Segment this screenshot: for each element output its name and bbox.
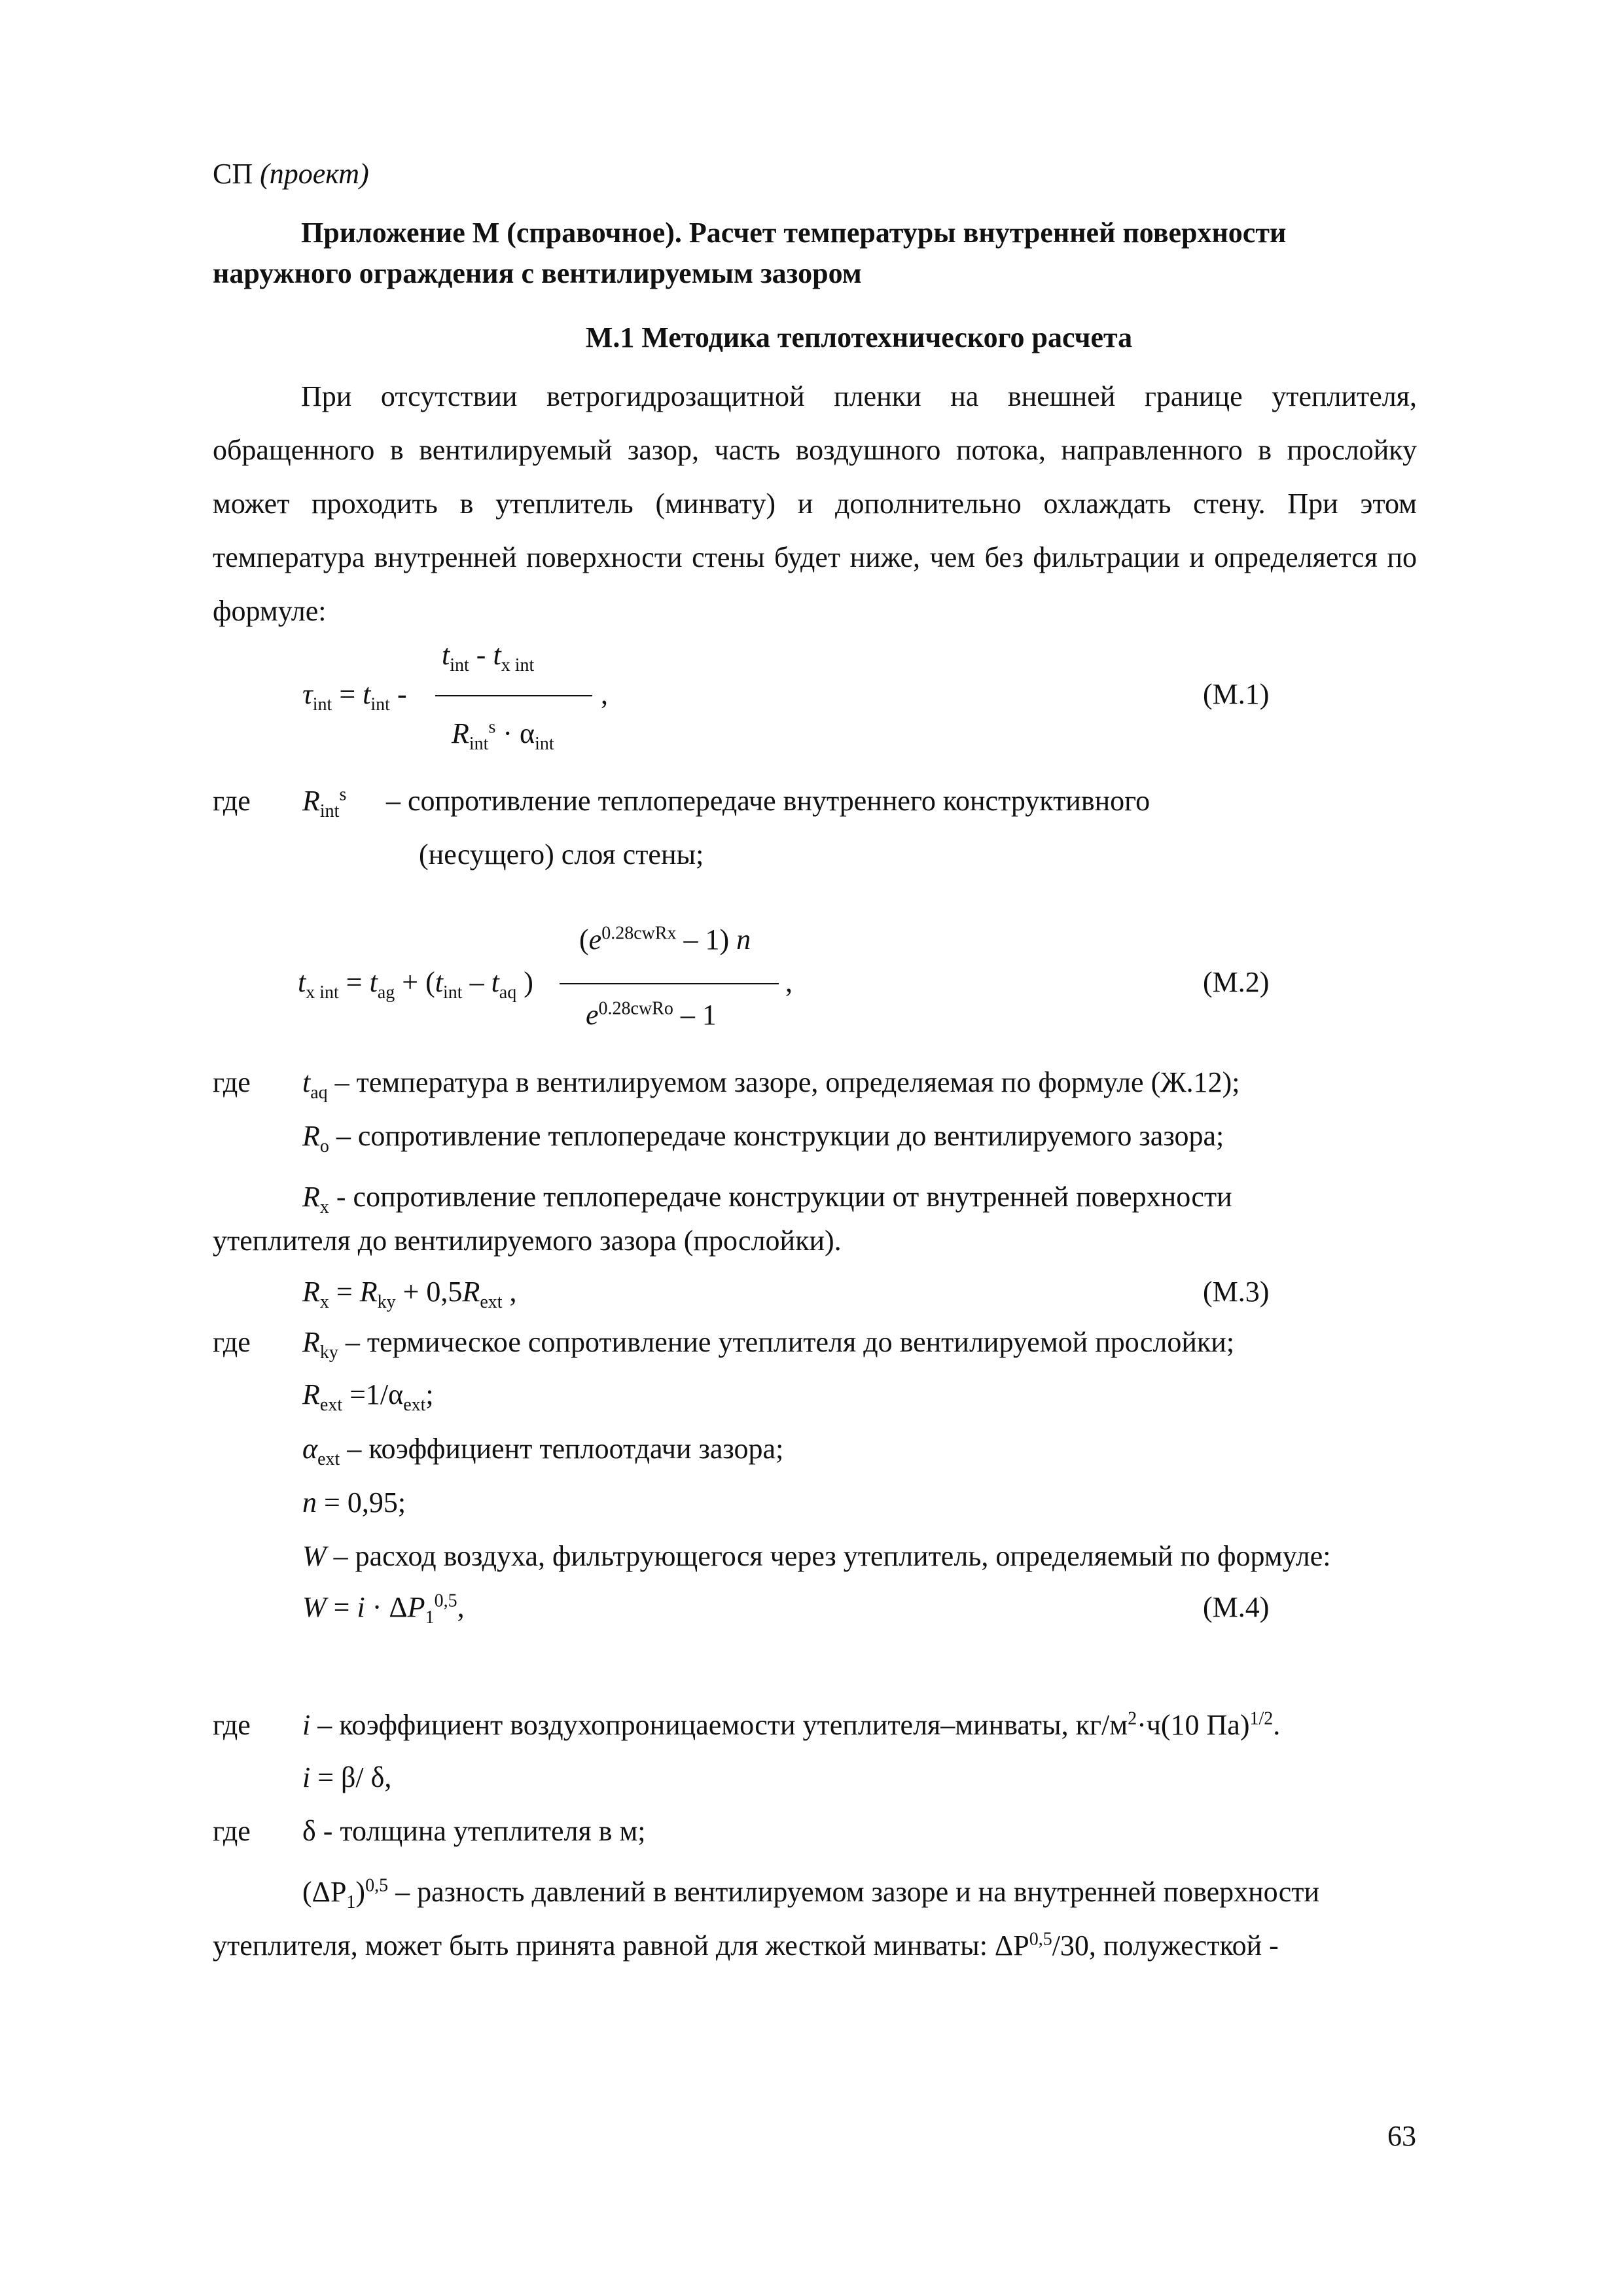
where2-taq: $t_{aq}$ – температура в вентилируемом зазоре, определяемая по формуле (Ж.12);	[302, 1066, 1240, 1103]
eq4-formula: $W = i \cdot \Delta P_1^{0,5}$,	[302, 1590, 465, 1628]
where1-text2: (несущего) слоя стены;	[419, 838, 704, 870]
where5-delta: δ - толщина утеплителя в м;	[302, 1815, 646, 1847]
where-label: где	[213, 1815, 251, 1847]
where1-text1: – сопротивление теплопередаче внутреннего конструктивного	[386, 785, 1150, 817]
document-code	[213, 157, 369, 190]
where3-w: W – расход воздуха, фильтрующегося через утеплитель, определяемый по формуле:	[302, 1540, 1331, 1572]
eq3-number: (М.3)	[1203, 1276, 1270, 1308]
where5-dp: $(\Delta P_1)^{0,5}$ – разность давлений в вентилируемом зазоре и на внутренней поверхности	[302, 1875, 1320, 1912]
eq1-denominator: $R_{int}^s \cdot \alpha_{int}$	[452, 717, 554, 754]
eq1-comma: ,	[601, 678, 608, 710]
where-label: где	[213, 1326, 251, 1358]
where5-dp-cont: утеплителя, может быть принята равной для жесткой минваты: ΔP$^{0,5}$/30, полужесткой -	[213, 1929, 1279, 1962]
eq1-lhs: $\tau_{int} = t_{int}$ -	[302, 678, 407, 715]
intro-paragraph	[213, 370, 1417, 638]
appendix-title	[213, 213, 1417, 294]
where3-n: n = 0,95;	[302, 1486, 406, 1518]
where2-ro: $R_o$ – сопротивление теплопередаче конструкции до вентилируемого зазора;	[302, 1120, 1224, 1157]
eq1-fraction-bar	[435, 695, 592, 696]
where3-rky: $R_{ky}$ – термическое сопротивление утеплителя до вентилируемой прослойки;	[302, 1326, 1235, 1363]
where1-symbol: $R_{int}^s$	[302, 784, 347, 821]
eq2-number: (М.2)	[1203, 966, 1270, 998]
where4-i: i – коэффициент воздухопроницаемости утеплителя–минваты, $кг/м^2\cdot ч(10$ Па)$^{1/2}$.	[302, 1708, 1281, 1741]
eq4-number: (М.4)	[1203, 1591, 1270, 1623]
eq2-lhs: $t_{x int} = t_{ag} + (t_{int} - t_{aq}$ )	[298, 966, 533, 1003]
where-label: где	[213, 785, 251, 817]
where2-rx-cont: утеплителя до вентилируемого зазора (прослойки).	[213, 1225, 842, 1257]
where-label: где	[213, 1709, 251, 1741]
code-note: (проект)	[260, 158, 369, 190]
appendix-title-line2: наружного ограждения с вентилируемым зазором	[213, 257, 862, 289]
eq1-number: (М.1)	[1203, 678, 1270, 710]
where3-rext: $R_{ext} =1/\alpha_{ext}$;	[302, 1378, 434, 1415]
eq2-fraction-bar	[560, 983, 779, 984]
where4-i-formula: i = β/ δ,	[302, 1761, 392, 1793]
intro-text: При отсутствии ветрогидрозащитной пленки на внешней границе утеплителя, обращенного в вентилируемый зазор, часть воздушного потока, направленного в прослойку может проходить в утеплитель (минвату) и дополнительно охлаждать стену. При этом температура внутренней поверхности стены будет ниже, чем без фильтрации и определяется по формуле:	[213, 380, 1417, 627]
page-number: 63	[1387, 2120, 1416, 2152]
eq2-numerator: $(e^{0.28cwRx} - 1)$ n	[579, 923, 751, 956]
code-label: СП	[213, 158, 253, 190]
where3-alpha: $\alpha_{ext}$ – коэффициент теплоотдачи зазора;	[302, 1433, 784, 1469]
section-title: М.1 Методика теплотехнического расчета	[585, 321, 1133, 353]
eq3-formula: $R_x = R_{ky} + 0,5R_{ext}$ ,	[302, 1276, 517, 1312]
eq2-comma: ,	[785, 966, 793, 998]
eq2-denominator: $e^{0.28cwRo} - 1$	[586, 998, 717, 1031]
where-label: где	[213, 1066, 251, 1098]
eq1-numerator: $t_{int} - t_{x int}$	[442, 639, 535, 675]
where2-rx: $R_x$ - сопротивление теплопередаче конструкции от внутренней поверхности	[302, 1181, 1232, 1217]
appendix-title-line1: Приложение М (справочное). Расчет температуры внутренней поверхности	[301, 217, 1287, 249]
